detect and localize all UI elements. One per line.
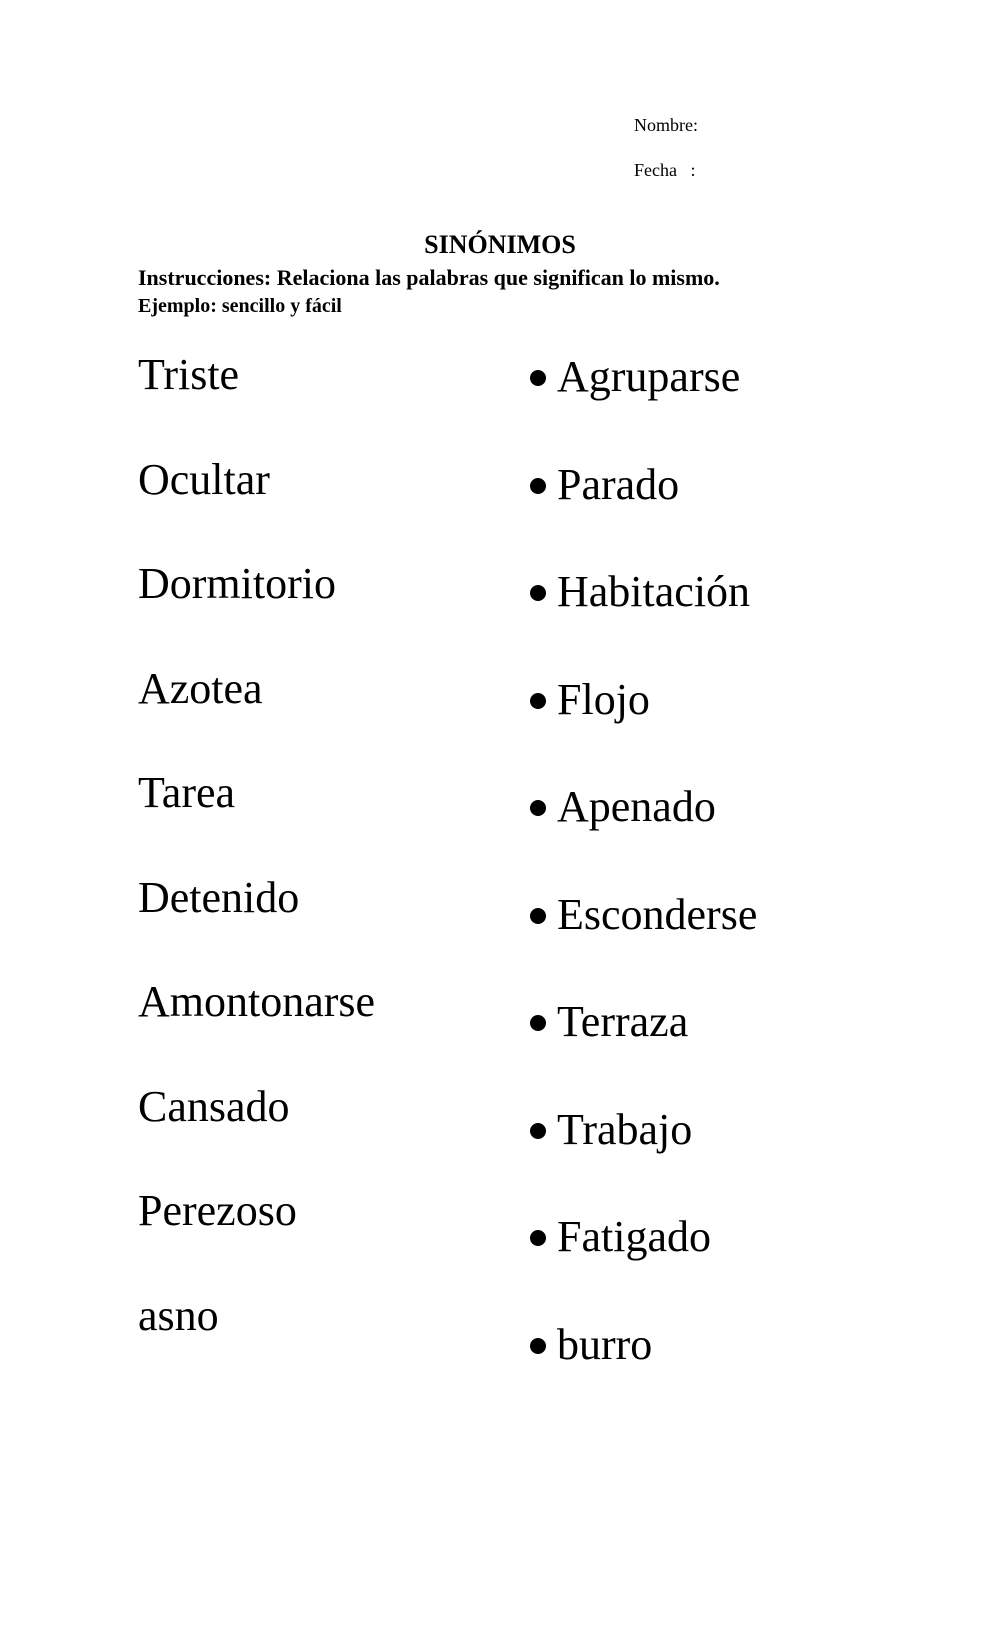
right-word-item (530, 352, 757, 460)
left-word: Dormitorio (138, 559, 336, 608)
worksheet-example: Ejemplo: sencillo y fácil (138, 295, 342, 317)
bullet-icon (530, 478, 546, 494)
right-word-item (530, 675, 757, 783)
right-word-item (530, 1212, 757, 1320)
right-word-item (530, 997, 757, 1105)
left-word: Amontonarse (138, 977, 376, 1026)
bullet-icon (530, 1015, 546, 1031)
right-word: burro (557, 1319, 653, 1369)
right-word-item (530, 567, 757, 675)
bullet-icon (530, 1230, 546, 1246)
bullet-icon (530, 1123, 546, 1139)
left-word: Detenido (138, 872, 300, 922)
bullet-icon (530, 585, 546, 601)
right-word: Flojo (557, 674, 650, 724)
bullet-icon (530, 1338, 546, 1354)
right-word-item (530, 782, 757, 890)
bullet-icon (530, 908, 546, 924)
left-word: Triste (138, 350, 240, 399)
right-word-item (530, 1105, 757, 1213)
right-word: Trabajo (557, 1104, 693, 1154)
bullet-icon (530, 800, 546, 816)
right-word-item (530, 1320, 757, 1428)
right-word: Terraza (557, 997, 689, 1046)
right-word: Apenado (557, 782, 716, 831)
left-word-list (138, 350, 375, 1395)
left-word: Cansado (138, 1081, 290, 1131)
right-word-item (530, 460, 757, 568)
left-word: Tarea (138, 768, 236, 817)
right-word: Fatigado (557, 1212, 711, 1261)
right-word: Parado (557, 459, 680, 509)
right-word-item (530, 890, 757, 998)
date-field-label: Fecha : (634, 160, 696, 180)
bullet-icon (530, 693, 546, 709)
worksheet-instructions: Instrucciones: Relaciona las palabras que significan lo mismo. (138, 265, 720, 290)
right-word: Habitación (557, 567, 751, 616)
left-word: Azotea (138, 663, 263, 713)
name-field-label: Nombre: (634, 115, 698, 135)
right-word-list (530, 352, 757, 1427)
left-word: Perezoso (138, 1186, 297, 1235)
bullet-icon (530, 370, 546, 386)
right-word: Agruparse (557, 352, 741, 401)
left-word: asno (138, 1290, 219, 1340)
right-word: Esconderse (557, 889, 758, 939)
worksheet-title: SINÓNIMOS (424, 230, 576, 259)
left-word: Ocultar (138, 454, 270, 504)
